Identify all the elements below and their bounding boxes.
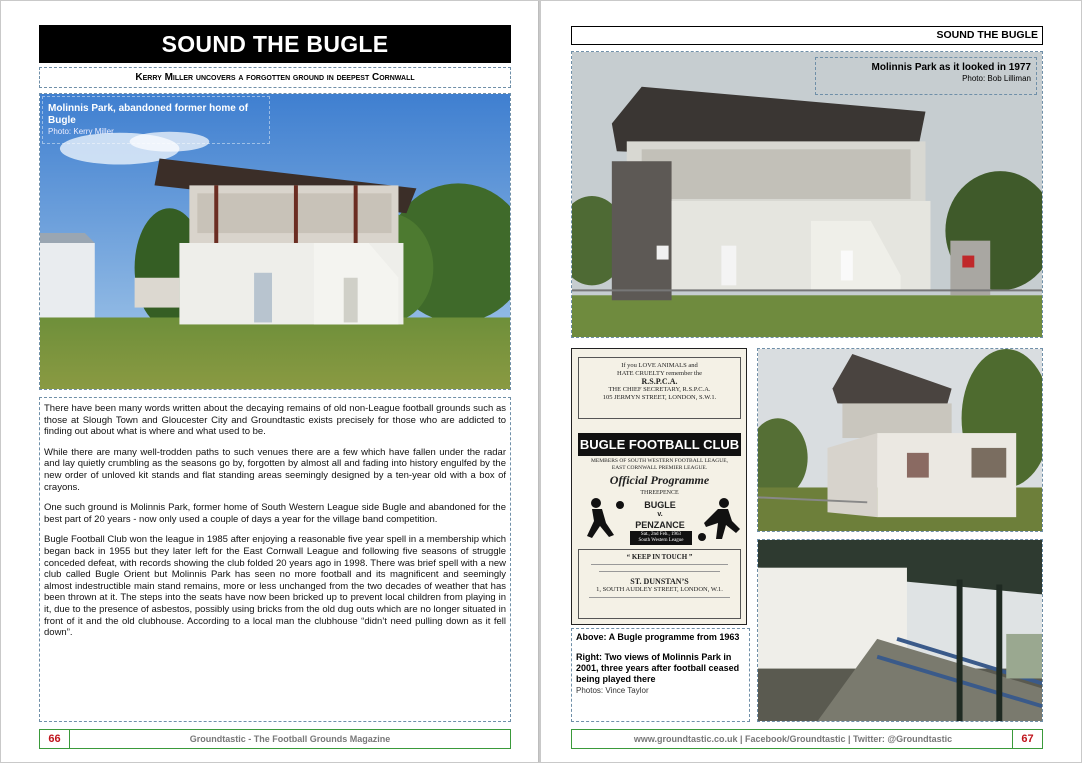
- programme-rspca-line: If you LOVE ANIMALS and: [621, 362, 698, 369]
- programme-members-line: MEMBERS OF SOUTH WESTERN FOOTBALL LEAGUE,: [591, 458, 728, 464]
- programme-members-line: EAST CORNWALL PREMIER LEAGUE.: [611, 465, 708, 471]
- footer-links[interactable]: www.groundtastic.co.uk | Facebook/Groundtastic | Twitter: @Groundtastic: [633, 734, 953, 744]
- programme-fixture: [630, 500, 690, 530]
- programme-competition: South Western League: [638, 538, 684, 543]
- programme-small-print: [599, 571, 720, 576]
- programme-keep-in-touch: “ KEEP IN TOUCH ”: [626, 553, 693, 561]
- caption-credit: Photos: Vince Taylor: [576, 686, 649, 695]
- programme-price: THREEPENCE: [640, 490, 679, 496]
- programme-members: [578, 458, 741, 472]
- stand-2001-side-illustration: [758, 349, 1042, 531]
- page-number-left: 66: [40, 730, 70, 748]
- programme-small-print: [589, 597, 730, 602]
- programme-small-print: [591, 564, 728, 569]
- programme-official-title: Official Programme: [609, 473, 710, 487]
- main-photo-caption: [42, 96, 270, 144]
- stand-2001-seats-illustration: [758, 540, 1042, 721]
- footballer-silhouette-right: [694, 497, 744, 542]
- article-subtitle: Kerry Miller uncovers a forgotten ground in deepest Cornwall: [39, 67, 511, 88]
- main-photo-caption-title: Molinnis Park, abandoned former home of Bugle: [48, 103, 249, 126]
- programme-rspca-line: HATE CRUELTY remember the: [617, 370, 702, 377]
- article-paragraph: Bugle Football Club won the league in 1985 after enjoying a reasonable five year spell in a membership which began back in 1955 but they later left for the East Cornwall League and following five seasons of struggle conceded defeat, with records showing the club folded 20 years ago in 1998. There was brief spell with a new club called Bugle Orient but Molinnis Park has seen no more football and its magnificent and seemingly almost indestructible main stand remains, more or less unchanged from the two decades of weather that has been thrown at it. The steps into the seats have now been bricked up to prevent local children from playing in it, due to the presence of asbestos, possibly using bricks from the old dug outs which are no longer situated in front of it and the old clubhouse. According to a local man the clubhouse “didn’t need pulling down as it fell down”.: [44, 534, 506, 639]
- stand-1977-credit: Photo: Bob Lilliman: [962, 74, 1031, 83]
- right-page: [541, 1, 1081, 762]
- programme-st-dunstans-box: [578, 549, 741, 619]
- article-body: [39, 397, 511, 722]
- stand-2001-seats-photo: [757, 539, 1043, 722]
- article-paragraph: While there are many well-trodden paths to such venues there are a few which have fallen under the radar and lay quietly crumbling as the seasons go by, forgotten by almost all and fading into history engulfed by the new order of unloved kit stands and flat standing areas seemingly designed by a ten-year old with a box of crayons.: [44, 446, 506, 493]
- footer-magazine-name: Groundtastic - The Football Grounds Magazine: [189, 734, 391, 744]
- programme-rspca-line: THE CHIEF SECRETARY, R.S.P.C.A.: [608, 386, 711, 393]
- footballer-silhouette-left: [578, 497, 628, 542]
- programme-caption: [571, 628, 750, 722]
- page-number-right: 67: [1012, 730, 1042, 748]
- programme-club-name: BUGLE FOOTBALL CLUB: [578, 433, 741, 456]
- stand-2001-side-photo: [757, 348, 1043, 532]
- programme-home-team: BUGLE: [644, 500, 676, 510]
- programme-date-text: Sat., 2nd Feb., 1963: [640, 532, 682, 537]
- article-title: SOUND THE BUGLE: [39, 25, 511, 63]
- stand-1977-caption: [815, 57, 1037, 95]
- running-header: SOUND THE BUGLE: [571, 26, 1043, 45]
- programme-st-dunstans: ST. DUNSTAN’S: [630, 577, 689, 586]
- caption-right: Right: Two views of Molinnis Park in 2001, three years after football ceased being played there: [576, 652, 740, 684]
- right-footer: [571, 729, 1043, 749]
- programme-rspca-name: R.S.P.C.A.: [641, 377, 678, 386]
- programme-versus: v.: [657, 511, 663, 518]
- article-paragraph: There have been many words written about the decaying remains of old non-League football grounds such as those at Slough Town and Gloucester City and Groundtastic exists precisely for those who are addicted to finding out about what is where and what used to be.: [44, 403, 506, 438]
- programme-date: [630, 531, 692, 545]
- programme-rspca-line: 105 JERMYN STREET, LONDON, S.W.1.: [602, 394, 717, 401]
- caption-above: Above: A Bugle programme from 1963: [576, 632, 740, 642]
- programme-address: 1, SOUTH AUDLEY STREET, LONDON, W.1.: [596, 586, 723, 593]
- article-paragraph: One such ground is Molinnis Park, former home of South Western League side Bugle and abandoned for the best part of 20 years - now only used a couple of days a year for the village band competition.: [44, 502, 506, 525]
- bugle-programme-1963: [571, 348, 747, 625]
- main-photo-credit: Photo: Kerry Miller: [48, 127, 114, 136]
- programme-rspca-box: [578, 357, 741, 419]
- stand-1977-caption-title: Molinnis Park as it looked in 1977: [871, 62, 1031, 73]
- left-page: [1, 1, 539, 762]
- caption-spacer: [576, 643, 745, 652]
- programme-away-team: PENZANCE: [635, 520, 685, 530]
- left-footer: [39, 729, 511, 749]
